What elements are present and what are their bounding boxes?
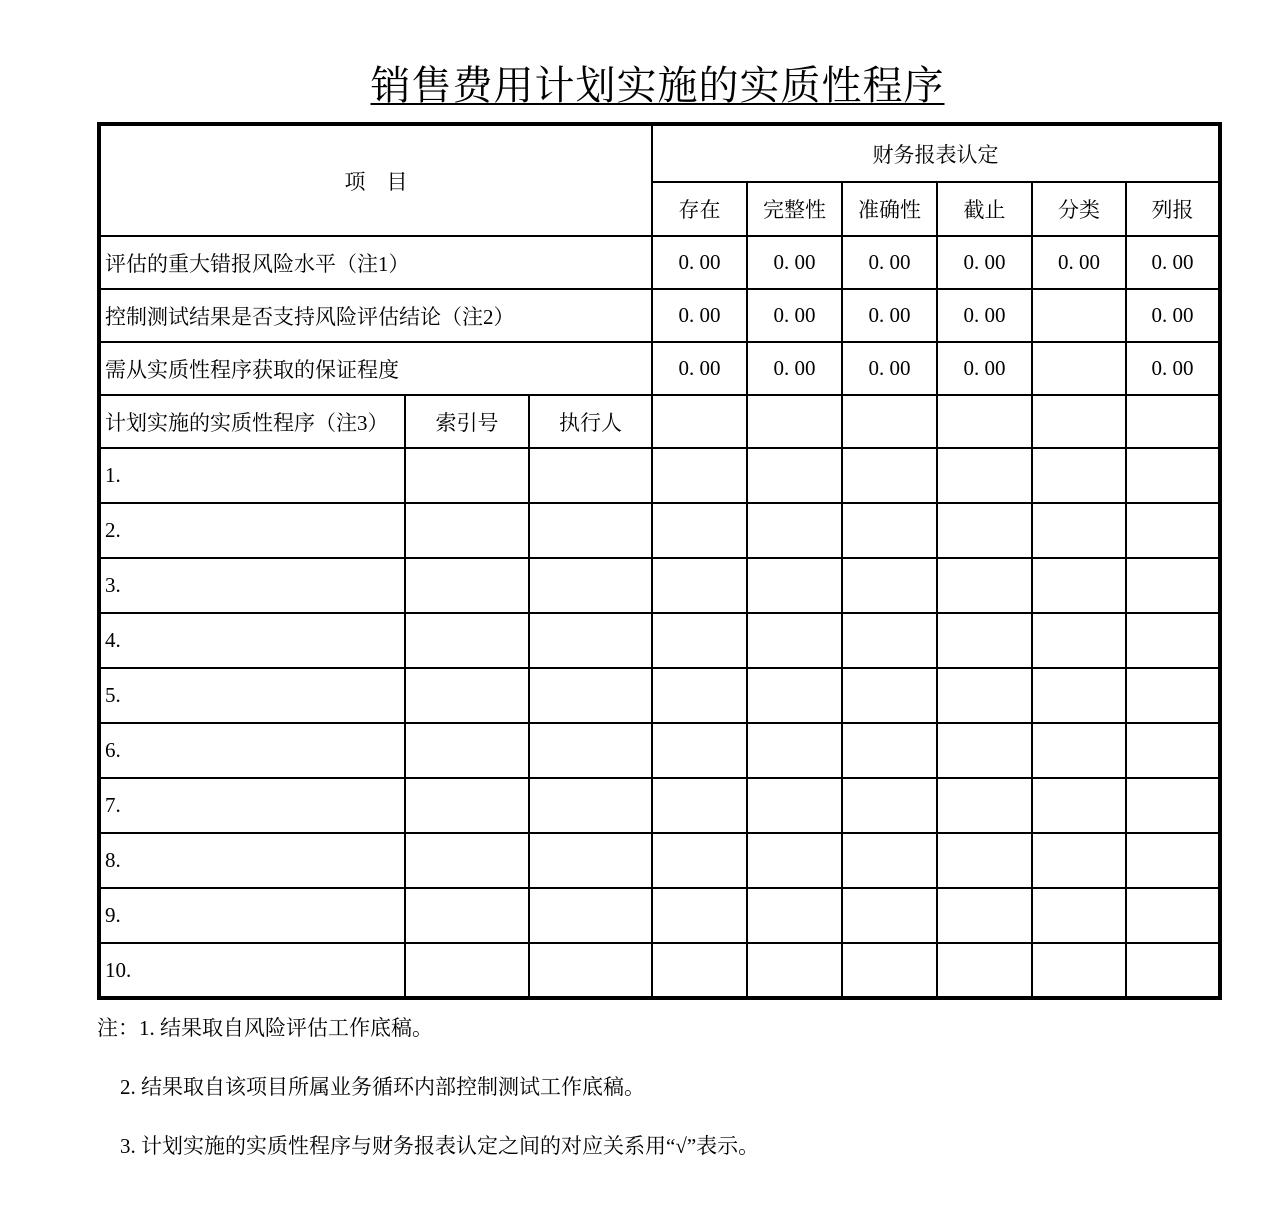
assertion-cell <box>747 778 842 833</box>
assertion-cell <box>937 723 1032 778</box>
assertion-cell <box>1126 943 1220 998</box>
col-header-classification: 分类 <box>1032 182 1126 236</box>
executor-cell <box>529 888 652 943</box>
assertion-cell <box>1126 613 1220 668</box>
assertion-cell <box>1126 448 1220 503</box>
executor-cell <box>529 943 652 998</box>
col-header-existence: 存在 <box>652 182 747 236</box>
procedure-row <box>99 613 1220 668</box>
footnotes <box>97 1016 1218 1160</box>
procedure-number-cell: 3. <box>99 558 405 613</box>
assertion-cell <box>652 888 747 943</box>
executor-cell <box>529 668 652 723</box>
assertion-cell <box>937 668 1032 723</box>
procedure-number-cell: 9. <box>99 888 405 943</box>
index-number-cell <box>405 833 529 888</box>
index-number-cell <box>405 723 529 778</box>
value-cell: 0. 00 <box>842 236 937 289</box>
value-cell: 0. 00 <box>747 342 842 395</box>
executor-cell <box>529 503 652 558</box>
procedure-number-cell: 10. <box>99 943 405 998</box>
value-cell: 0. 00 <box>1126 342 1220 395</box>
substantive-procedures-table <box>97 122 1222 1000</box>
procedure-row <box>99 943 1220 998</box>
assertion-cell <box>937 503 1032 558</box>
procedure-number-cell: 4. <box>99 613 405 668</box>
procedures-header-row <box>99 395 1220 448</box>
procedure-number-cell: 8. <box>99 833 405 888</box>
assertion-cell <box>937 448 1032 503</box>
assertion-cell <box>842 613 937 668</box>
assertion-cell <box>652 778 747 833</box>
assertion-cell <box>652 723 747 778</box>
document-page <box>97 0 1218 1160</box>
procedure-number-cell: 1. <box>99 448 405 503</box>
assertion-cell <box>1126 668 1220 723</box>
procedure-row <box>99 558 1220 613</box>
value-cell: 0. 00 <box>747 289 842 342</box>
assertion-cell <box>652 395 747 448</box>
assertion-cell <box>937 943 1032 998</box>
value-cell: 0. 00 <box>652 289 747 342</box>
assertion-cell <box>937 778 1032 833</box>
table-row <box>99 342 1220 395</box>
value-cell: 0. 00 <box>652 236 747 289</box>
col-header-executor: 执行人 <box>529 395 652 448</box>
col-header-presentation: 列报 <box>1126 182 1220 236</box>
procedure-number-cell: 6. <box>99 723 405 778</box>
row-label-assessed-risk: 评估的重大错报风险水平（注1） <box>99 236 652 289</box>
procedure-row <box>99 668 1220 723</box>
executor-cell <box>529 723 652 778</box>
index-number-cell <box>405 668 529 723</box>
assertion-cell <box>747 943 842 998</box>
col-header-index-number: 索引号 <box>405 395 529 448</box>
assertion-cell <box>747 503 842 558</box>
assertion-cell <box>747 723 842 778</box>
assertion-cell <box>1032 778 1126 833</box>
row-label-assurance-needed: 需从实质性程序获取的保证程度 <box>99 342 652 395</box>
assertion-cell <box>842 833 937 888</box>
assertion-cell <box>747 888 842 943</box>
assertion-cell <box>747 668 842 723</box>
index-number-cell <box>405 778 529 833</box>
value-cell: 0. 00 <box>842 289 937 342</box>
procedure-number-cell: 7. <box>99 778 405 833</box>
assertion-cell <box>842 668 937 723</box>
procedure-row <box>99 888 1220 943</box>
assertion-cell <box>842 723 937 778</box>
assertion-cell <box>1032 943 1126 998</box>
col-header-completeness: 完整性 <box>747 182 842 236</box>
value-cell: 0. 00 <box>1126 236 1220 289</box>
assertion-cell <box>652 668 747 723</box>
value-cell: 0. 00 <box>937 289 1032 342</box>
executor-cell <box>529 833 652 888</box>
index-number-cell <box>405 613 529 668</box>
assertion-cell <box>1032 558 1126 613</box>
assertion-cell <box>747 613 842 668</box>
assertion-cell <box>1032 668 1126 723</box>
assertion-cell <box>1126 778 1220 833</box>
assertion-cell <box>1126 395 1220 448</box>
executor-cell <box>529 448 652 503</box>
index-number-cell <box>405 943 529 998</box>
assertion-cell <box>1032 833 1126 888</box>
value-cell: 0. 00 <box>937 342 1032 395</box>
value-cell: 0. 00 <box>1126 289 1220 342</box>
col-header-assertions-group: 财务报表认定 <box>652 124 1220 182</box>
value-cell: 0. 00 <box>842 342 937 395</box>
assertion-cell <box>842 888 937 943</box>
assertion-cell <box>842 943 937 998</box>
table-row <box>99 236 1220 289</box>
assertion-cell <box>747 448 842 503</box>
assertion-cell <box>1032 888 1126 943</box>
assertion-cell <box>842 503 937 558</box>
assertion-cell <box>1126 723 1220 778</box>
assertion-cell <box>1032 395 1126 448</box>
assertion-cell <box>842 558 937 613</box>
value-cell <box>1032 289 1126 342</box>
assertion-cell <box>1126 833 1220 888</box>
assertion-cell <box>1126 888 1220 943</box>
executor-cell <box>529 613 652 668</box>
assertion-cell <box>652 448 747 503</box>
footnote-3: 3. 计划实施的实质性程序与财务报表认定之间的对应关系用“√”表示。 <box>120 1134 760 1159</box>
table-row <box>99 289 1220 342</box>
assertion-cell <box>937 613 1032 668</box>
assertion-cell <box>747 395 842 448</box>
executor-cell <box>529 778 652 833</box>
footnote-1: 注：1. 结果取自风险评估工作底稿。 <box>97 1016 433 1040</box>
col-header-accuracy: 准确性 <box>842 182 937 236</box>
assertion-cell <box>652 833 747 888</box>
assertion-cell <box>652 613 747 668</box>
assertion-cell <box>1032 503 1126 558</box>
assertion-cell <box>1032 723 1126 778</box>
index-number-cell <box>405 888 529 943</box>
header-row-group <box>99 124 1220 182</box>
index-number-cell <box>405 558 529 613</box>
assertion-cell <box>1032 448 1126 503</box>
assertion-cell <box>842 395 937 448</box>
value-cell: 0. 00 <box>652 342 747 395</box>
assertion-cell <box>1126 503 1220 558</box>
assertion-cell <box>652 943 747 998</box>
executor-cell <box>529 558 652 613</box>
procedure-row <box>99 778 1220 833</box>
assertion-cell <box>937 888 1032 943</box>
assertion-cell <box>842 778 937 833</box>
procedure-number-cell: 5. <box>99 668 405 723</box>
value-cell: 0. 00 <box>937 236 1032 289</box>
procedure-row <box>99 723 1220 778</box>
assertion-cell <box>652 503 747 558</box>
col-header-planned-procedures: 计划实施的实质性程序（注3） <box>99 395 405 448</box>
index-number-cell <box>405 503 529 558</box>
page-title: 销售费用计划实施的实质性程序 <box>370 63 945 108</box>
assertion-cell <box>937 395 1032 448</box>
col-header-item: 项 目 <box>99 124 652 236</box>
assertion-cell <box>1126 558 1220 613</box>
assertion-cell <box>937 558 1032 613</box>
procedure-row <box>99 833 1220 888</box>
procedure-number-cell: 2. <box>99 503 405 558</box>
procedure-row <box>99 448 1220 503</box>
index-number-cell <box>405 448 529 503</box>
row-label-control-test-support: 控制测试结果是否支持风险评估结论（注2） <box>99 289 652 342</box>
value-cell: 0. 00 <box>1032 236 1126 289</box>
assertion-cell <box>842 448 937 503</box>
assertion-cell <box>1032 613 1126 668</box>
col-header-cutoff: 截止 <box>937 182 1032 236</box>
value-cell <box>1032 342 1126 395</box>
procedure-row <box>99 503 1220 558</box>
assertion-cell <box>747 833 842 888</box>
assertion-cell <box>937 833 1032 888</box>
assertion-cell <box>652 558 747 613</box>
assertion-cell <box>747 558 842 613</box>
footnote-2: 2. 结果取自该项目所属业务循环内部控制测试工作底稿。 <box>120 1075 645 1100</box>
value-cell: 0. 00 <box>747 236 842 289</box>
